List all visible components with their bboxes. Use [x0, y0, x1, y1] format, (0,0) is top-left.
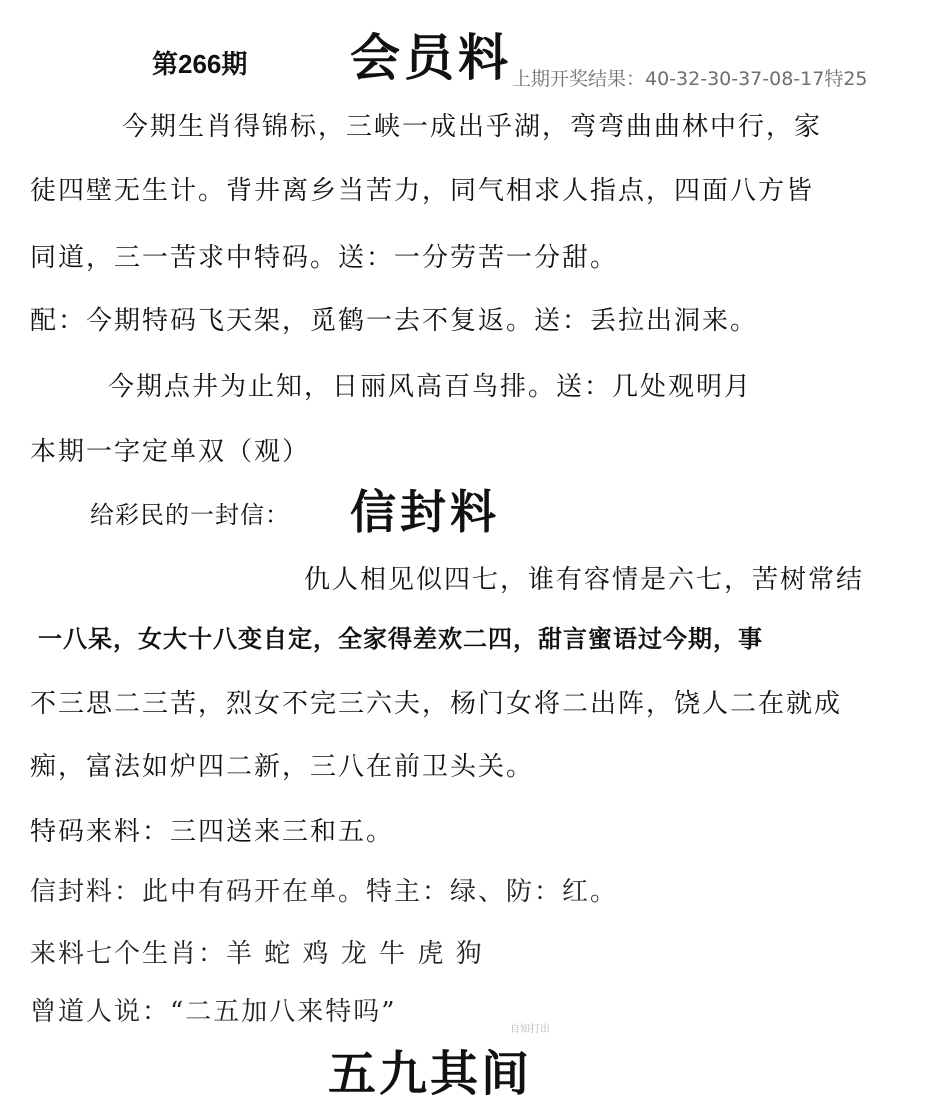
letter-intro: 给彩民的一封信：	[90, 501, 290, 529]
member-text-line: 今期生肖得锦标，三峡一成出乎湖，弯弯曲曲林中行，家	[122, 112, 823, 142]
member-text-line: 同道，三一苦求中特码。送：一分劳苦一分甜。	[30, 243, 619, 273]
letter-info-line: 信封料：此中有码开在单。特主：绿、防：红。	[30, 877, 619, 907]
member-material-title: 会员料	[350, 29, 512, 87]
last-draw-result: 上期开奖结果：40-32-30-37-08-17特25	[512, 64, 870, 91]
letter-text-line: 痴，富法如炉四二新，三八在前卫头关。	[30, 752, 535, 782]
small-note: 自知打出	[510, 1024, 550, 1035]
member-text-line: 配：今期特码飞天架，觅鹤一去不复返。送：丢拉出洞来。	[30, 306, 759, 336]
letter-material-title: 信封料	[350, 485, 500, 539]
letter-text-line: 仇人相见似四七，谁有容情是六七，苦树常结	[304, 565, 865, 595]
member-text-line: 徒四壁无生计。背井离乡当苦力，同气相求人指点，四面八方皆	[30, 176, 815, 206]
footer-title: 五九其间	[328, 1046, 533, 1102]
quote-line: 曾道人说：“二五加八来特吗”	[30, 997, 397, 1027]
letter-text-line: 不三思二三苦，烈女不完三六夫，杨门女将二出阵，饶人二在就成	[30, 689, 843, 719]
member-text-line: 今期点井为止知，日丽风高百鸟排。送：几处观明月	[108, 372, 753, 402]
zodiac-list: 来料七个生肖：羊 蛇 鸡 龙 牛 虎 狗	[30, 939, 484, 969]
issue-number: 第266期	[152, 49, 248, 79]
special-code-source: 特码来料：三四送来三和五。	[30, 817, 395, 847]
letter-text-line: 一八呆，女大十八变自定，全家得差欢二四，甜言蜜语过今期，事	[38, 624, 763, 653]
member-text-line: 本期一字定单双（观）	[30, 437, 311, 467]
